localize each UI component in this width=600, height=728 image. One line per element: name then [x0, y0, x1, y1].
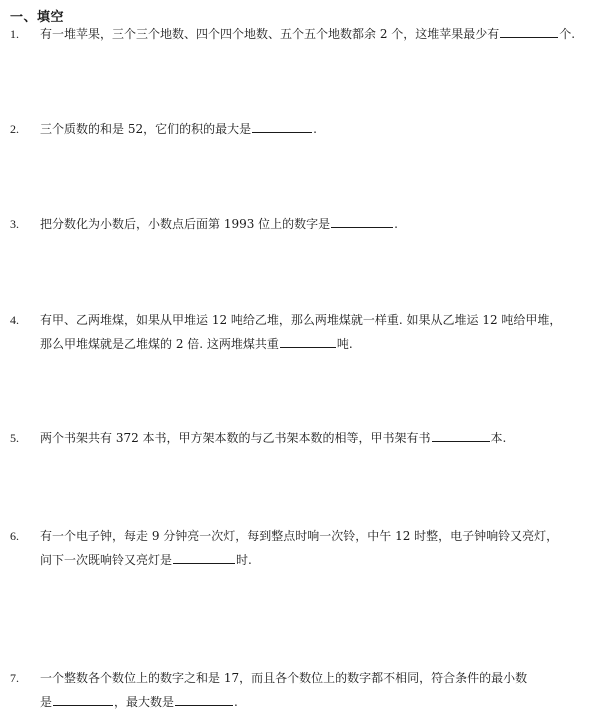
question-line: 问下一次既响铃又亮灯是 时.	[40, 548, 588, 572]
question-number: 2.	[10, 122, 19, 136]
question-text	[40, 426, 588, 450]
question-line: 有一个电子钟，每走 9 分钟亮一次灯，每到整点时响一次铃，中午 12 时整，电子钟响铃又亮灯，	[40, 529, 559, 543]
question-text	[40, 22, 588, 46]
question-number: 5.	[10, 431, 19, 445]
answer-blank[interactable]	[432, 427, 490, 442]
question-number: 1.	[10, 27, 19, 41]
question-line: 那么甲堆煤就是乙堆煤的 2 倍. 这两堆煤共重 吨.	[40, 332, 588, 356]
answer-blank[interactable]	[331, 213, 393, 228]
question-text	[40, 524, 588, 572]
question-2	[10, 117, 588, 141]
question-number: 4.	[10, 313, 19, 327]
question-5	[10, 426, 588, 450]
question-line: 是 ，最大数是 .	[40, 690, 588, 714]
section-title: 一、填空	[10, 10, 65, 25]
question-6	[10, 524, 588, 572]
answer-blank[interactable]	[252, 118, 312, 133]
question-text	[40, 117, 588, 141]
answer-blank-max[interactable]	[175, 691, 233, 706]
question-line: 把分数化为小数后，小数点后面第 1993 位上的数字是 .	[40, 212, 588, 236]
answer-blank[interactable]	[500, 23, 558, 38]
question-text	[40, 666, 588, 714]
question-7	[10, 666, 588, 714]
question-line: 三个质数的和是 52，它们的积的最大是 .	[40, 117, 588, 141]
question-text	[40, 212, 588, 236]
question-text	[40, 308, 588, 356]
answer-blank[interactable]	[280, 333, 336, 348]
answer-blank-min[interactable]	[53, 691, 113, 706]
question-3	[10, 212, 588, 236]
answer-blank[interactable]	[173, 549, 235, 564]
question-number: 3.	[10, 217, 19, 231]
question-4	[10, 308, 588, 356]
question-line: 一个整数各个数位上的数字之和是 17，而且各个数位上的数字都不相同，符合条件的最小数	[40, 671, 528, 685]
question-line: 两个书架共有 372 本书，甲方架本数的与乙书架本数的相等，甲书架有书 本.	[40, 426, 588, 450]
question-number: 6.	[10, 529, 19, 543]
question-line: 有一堆苹果，三个三个地数、四个四个地数、五个五个地数都余 2 个，这堆苹果最少有 个.	[40, 22, 588, 46]
question-number: 7.	[10, 671, 19, 685]
question-line: 有甲、乙两堆煤，如果从甲堆运 12 吨给乙堆，那么两堆煤就一样重. 如果从乙堆运 12 吨给甲堆，	[40, 313, 562, 327]
question-1	[10, 22, 588, 46]
